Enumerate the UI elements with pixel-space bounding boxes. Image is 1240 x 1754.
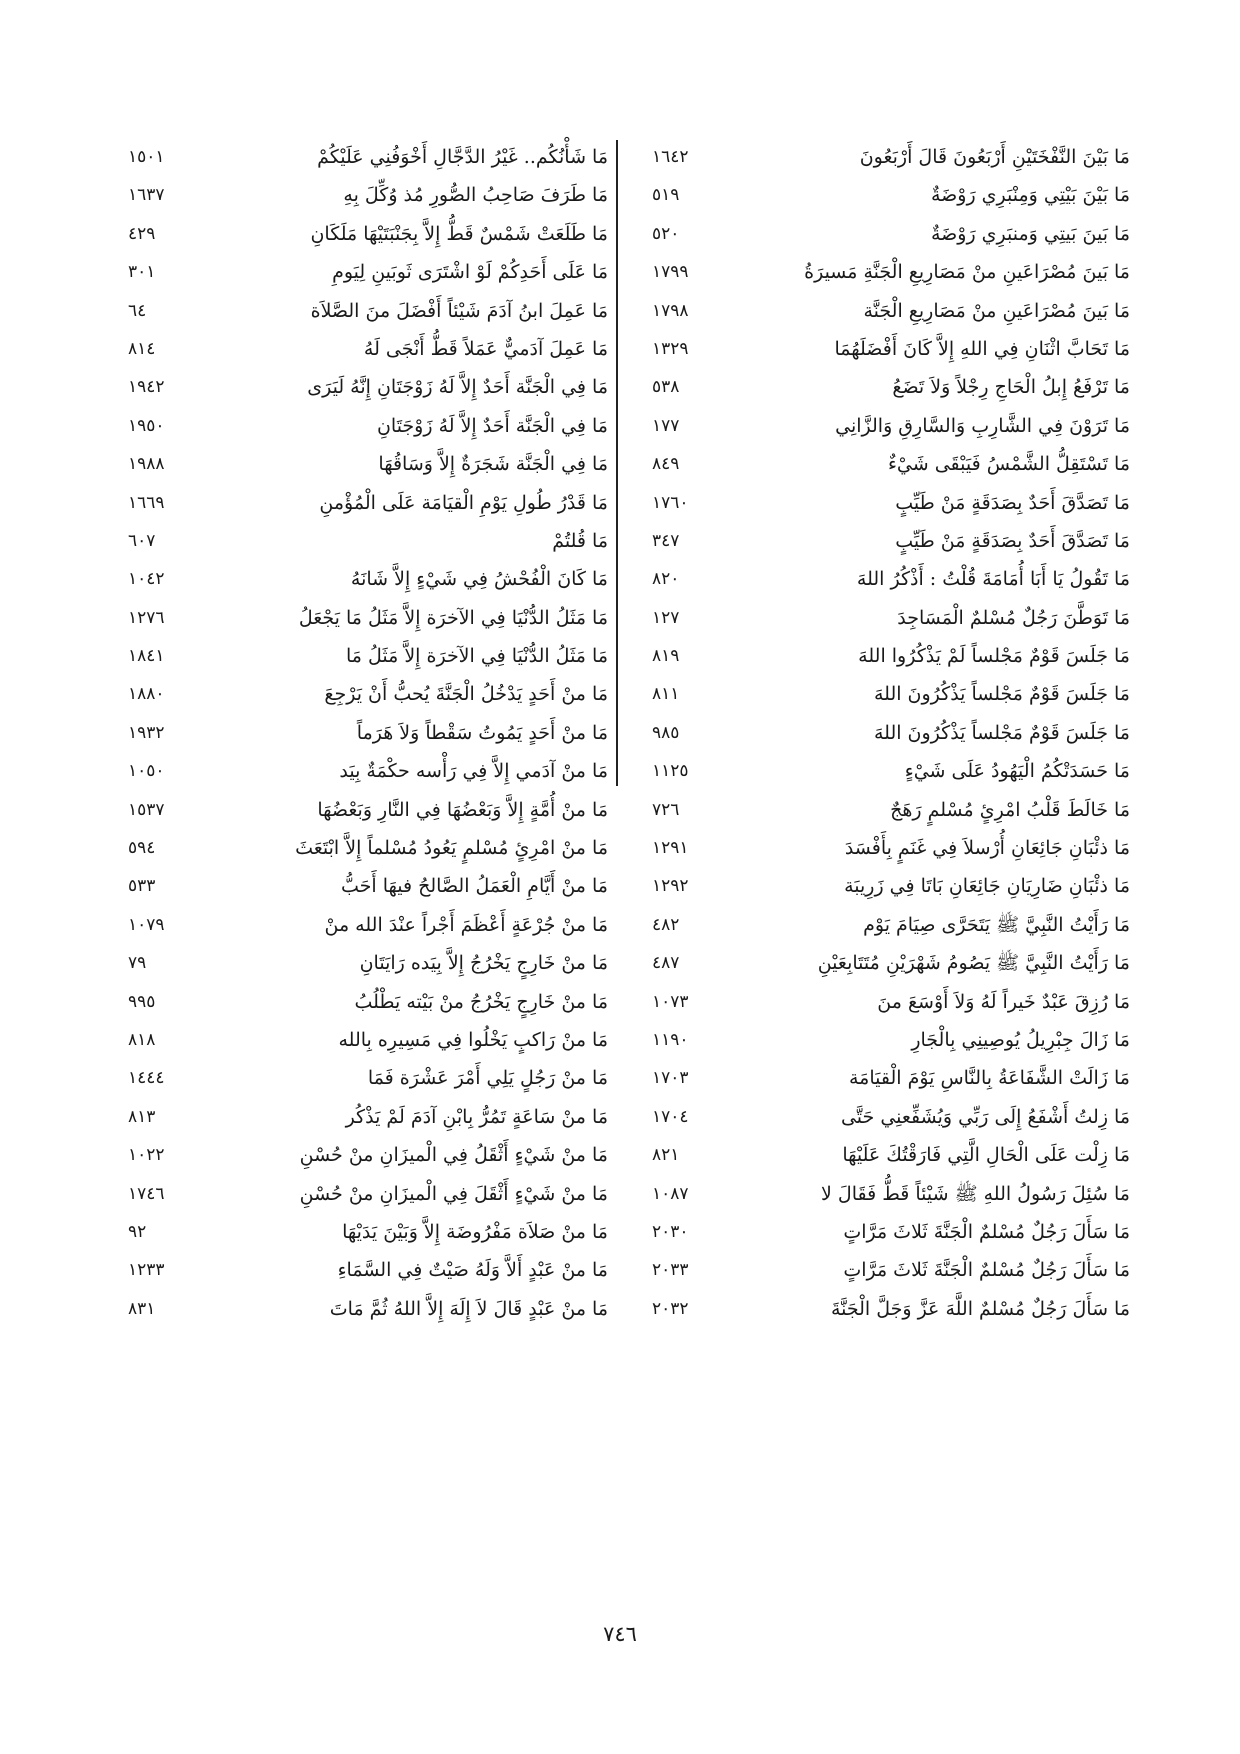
hadith-incipit: مَا طَرَفَ صَاحِبُ الصُّورِ مُذ وُكِّلَ بِهِ bbox=[343, 184, 608, 207]
hadith-number: ١٧٠٣ bbox=[652, 1068, 689, 1089]
hadith-number: ١٩٤٢ bbox=[128, 377, 165, 398]
hadith-number: ٤٨٧ bbox=[652, 953, 680, 974]
hadith-number: ٨٣١ bbox=[128, 1298, 156, 1319]
index-entry bbox=[128, 908, 608, 946]
index-entry bbox=[652, 985, 1130, 1023]
hadith-number: ٥٣٣ bbox=[128, 876, 156, 897]
hadith-number: ٦٤ bbox=[128, 300, 147, 321]
index-entry bbox=[652, 869, 1130, 907]
hadith-incipit: مَا رُزِقَ عَبْدٌ خَيراً لَهُ وَلاَ أَوْسَعَ منَ bbox=[877, 990, 1130, 1013]
index-entry bbox=[652, 1138, 1130, 1176]
index-entry bbox=[128, 946, 608, 984]
index-entry bbox=[652, 447, 1130, 485]
index-entry bbox=[128, 562, 608, 600]
hadith-number: ٥٩٤ bbox=[128, 838, 156, 859]
hadith-incipit: مَا منْ أَحَدٍ يَمُوتُ سَقْطاً وَلاَ هَرَماً bbox=[356, 721, 608, 744]
hadith-number: ٨١٣ bbox=[128, 1106, 156, 1127]
hadith-number: ٥٢٠ bbox=[652, 223, 680, 244]
hadith-incipit: مَا سَأَلَ رَجُلٌ مُسْلمٌ الْجَنَّةَ ثَلاثَ مَرَّاتٍ bbox=[843, 1220, 1130, 1243]
hadith-incipit: مَا منْ أَيَّامِ الْعَمَلُ الصَّالحُ فيهَا أَحَبُّ bbox=[340, 875, 608, 898]
hadith-incipit: مَا زَالَ جِبْرِيلُ يُوصِينِي بِالْجَارِ bbox=[911, 1028, 1130, 1051]
index-entry bbox=[128, 1138, 608, 1176]
hadith-incipit: مَا تَرَوْنَ فِي الشَّارِبِ وَالسَّارِقِ وَالزَّانِي bbox=[835, 414, 1130, 437]
index-entry bbox=[652, 255, 1130, 293]
hadith-number: ٨٢١ bbox=[652, 1145, 680, 1166]
hadith-incipit: مَا حَسَدَتْكُمُ الْيَهُودُ عَلَى شَيْءٍ bbox=[904, 760, 1130, 783]
index-entry bbox=[652, 1100, 1130, 1138]
index-entry bbox=[128, 1023, 608, 1061]
hadith-number: ١٢٩٢ bbox=[652, 876, 689, 897]
hadith-number: ١١٩٠ bbox=[652, 1029, 689, 1050]
index-entry bbox=[652, 178, 1130, 216]
index-entry bbox=[128, 332, 608, 370]
index-entry bbox=[652, 793, 1130, 831]
index-entry bbox=[652, 639, 1130, 677]
hadith-number: ٢٠٣٠ bbox=[652, 1221, 689, 1242]
hadith-number: ١٧٩٩ bbox=[652, 262, 689, 283]
index-entry bbox=[128, 1061, 608, 1099]
hadith-number: ١٢٧ bbox=[652, 607, 680, 628]
index-entry bbox=[128, 1100, 608, 1138]
index-entry bbox=[652, 409, 1130, 447]
index-entry bbox=[128, 1177, 608, 1215]
hadith-incipit: مَا بَيْنَ النَّفْخَتَيْنِ أَرْبَعُونَ قَالَ أَرْبَعُونَ bbox=[859, 146, 1130, 168]
hadith-incipit: مَا جَلَسَ قَوْمٌ مَجْلساً يَذْكُرُونَ اللهَ bbox=[873, 721, 1130, 744]
hadith-number: ١٦٣٧ bbox=[128, 185, 165, 206]
hadith-incipit: مَا منْ أَحَدٍ يَدْخُلُ الْجَنَّةَ يُحبُّ أَنْ يَرْجِعَ bbox=[324, 683, 608, 706]
hadith-incipit: مَا منْ رَجُلٍ يَلِي أَمْرَ عَشْرَة فَمَا bbox=[367, 1067, 608, 1090]
hadith-number: ١٠٥٠ bbox=[128, 761, 165, 782]
hadith-incipit: مَا جَلَسَ قَوْمٌ مَجْلساً يَذْكُرُونَ اللهَ bbox=[873, 683, 1130, 706]
left-index-column bbox=[128, 140, 608, 1330]
hadith-incipit: مَا منْ أُمَّةٍ إِلاَّ وَبَعْضُهَا فِي النَّارِ وَبَعْضُهَا bbox=[317, 798, 608, 821]
index-entry bbox=[652, 1292, 1130, 1330]
hadith-number: ١٧٩٨ bbox=[652, 300, 689, 321]
hadith-incipit: مَا تَرْفَعُ إِبلُ الْحَاجِ رِجْلاً وَلاَ تَضَعُ bbox=[892, 376, 1130, 399]
hadith-incipit: مَا زِلتُ أَشْفَعُ إِلَى رَبِّي وَيُشَفِّعنِي حَتَّى bbox=[840, 1105, 1130, 1128]
column-divider bbox=[616, 140, 618, 786]
hadith-incipit: مَا منْ خَارِجٍ يَخْرُجُ إِلاَّ بِيَده رَايَتَانِ bbox=[359, 952, 608, 975]
hadith-number: ١٨٤١ bbox=[128, 646, 165, 667]
hadith-number: ٥١٩ bbox=[652, 185, 680, 206]
hadith-incipit: مَا منْ خَارِجٍ يَخْرُجُ منْ بَيْته يَطْلُبُ bbox=[354, 990, 608, 1013]
hadith-number: ١٠٢٢ bbox=[128, 1145, 165, 1166]
hadith-incipit: مَا منْ عَبْدٍ أَلاَّ وَلَهُ صَيْتٌ فِي السَّمَاءِ bbox=[337, 1259, 608, 1282]
hadith-number: ١٩٨٨ bbox=[128, 454, 165, 475]
index-entry bbox=[128, 639, 608, 677]
hadith-incipit: مَا بَينَ مُصْرَاعَينِ منْ مَصَارِيعِ الْجَنَّة bbox=[863, 299, 1130, 322]
hadith-number: ٧٩ bbox=[128, 953, 147, 974]
hadith-number: ٨١١ bbox=[652, 684, 680, 705]
hadith-incipit: مَا منْ عَبْدٍ قَالَ لاَ إِلَهَ إِلاَّ اللهُ ثُمَّ مَاتَ bbox=[329, 1297, 608, 1320]
hadith-incipit: مَا منْ شَيْءٍ أَثْقَلُ فِي الْميزَانِ منْ حُسْنِ bbox=[299, 1144, 608, 1167]
index-entry bbox=[652, 1253, 1130, 1291]
index-entry bbox=[128, 985, 608, 1023]
hadith-incipit: مَا بَينَ مُصْرَاعَينِ منْ مَصَارِيعِ الْجَنَّةِ مَسيرَةُ bbox=[804, 261, 1130, 284]
index-entry bbox=[128, 1215, 608, 1253]
hadith-incipit: مَا تَسْتَقِلُّ الشَّمْسُ فَيَبْقَى شَيْءٌ bbox=[887, 453, 1130, 476]
hadith-incipit: مَا تَصَدَّقَ أَحَدٌ بِصَدَقَةٍ مَنْ طَيِّبٍ bbox=[895, 529, 1130, 552]
index-entry bbox=[652, 908, 1130, 946]
hadith-number: ١٠٤٢ bbox=[128, 569, 165, 590]
hadith-number: ١٠٧٣ bbox=[652, 991, 689, 1012]
index-entry bbox=[652, 601, 1130, 639]
index-entry bbox=[128, 409, 608, 447]
index-entry bbox=[652, 1023, 1130, 1061]
hadith-number: ٨١٨ bbox=[128, 1029, 156, 1050]
hadith-incipit: مَا فِي الْجَنَّة أَحَدٌ إِلاَّ لَهُ زَوْجَتَانِ إِنَّهُ لَيَرَى bbox=[307, 376, 608, 399]
hadith-incipit: مَا بَيْنَ بَيْتِي وَمِنْبَرِي رَوْضَةٌ bbox=[930, 184, 1130, 207]
hadith-number: ١٥٠١ bbox=[128, 147, 165, 167]
hadith-number: ٨١٩ bbox=[652, 646, 680, 667]
hadith-incipit: مَا تَقُولُ يَا أَبَا أُمَامَةَ قُلْتُ : أَذْكُرُ اللهَ bbox=[856, 568, 1130, 591]
hadith-incipit: مَا سَأَلَ رَجُلٌ مُسْلمٌ الْجَنَّةَ ثَلاثَ مَرَّاتٍ bbox=[843, 1259, 1130, 1282]
index-entry bbox=[652, 486, 1130, 524]
hadith-number: ١٥٣٧ bbox=[128, 799, 165, 820]
hadith-incipit: مَا ذئْبَانِ جَائِعَانِ أُرْسلاَ فِي غَنَمٍ بِأَفْسَدَ bbox=[844, 837, 1130, 860]
hadith-incipit: مَا منْ جُرْعَةٍ أَعْظَمَ أَجْراً عنْدَ الله منْ bbox=[324, 913, 608, 936]
hadith-number: ٣٤٧ bbox=[652, 530, 680, 551]
index-entry bbox=[128, 447, 608, 485]
hadith-number: ١٩٣٢ bbox=[128, 722, 165, 743]
hadith-number: ١٤٤٤ bbox=[128, 1068, 165, 1089]
hadith-incipit: مَا رَأَيْتُ النَّبِيَّ ﷺ يَتَحَرَّى صِيَامَ يَوْم bbox=[863, 913, 1130, 936]
hadith-incipit: مَا فِي الْجَنَّة شَجَرَةٌ إِلاَّ وَسَاقُهَا bbox=[378, 453, 608, 476]
hadith-incipit: مَا طَلَعَتْ شَمْسٌ قَطُّ إِلاَّ بِجَنْبَتَيْهَا مَلَكَانِ bbox=[310, 222, 608, 245]
hadith-incipit: مَا زَالَتْ الشَّفَاعَةُ بِالنَّاسِ يَوْمَ الْقيَامَة bbox=[848, 1067, 1130, 1090]
hadith-number: ١٢٧٦ bbox=[128, 607, 165, 628]
hadith-incipit: مَا خَالَطَ قَلْبُ امْرِئٍ مُسْلمٍ رَهَجٌ bbox=[890, 798, 1130, 821]
index-entry bbox=[128, 140, 608, 178]
index-entry bbox=[128, 524, 608, 562]
index-entry bbox=[652, 946, 1130, 984]
hadith-number: ٧٢٦ bbox=[652, 799, 680, 820]
hadith-incipit: مَا منْ سَاعَةٍ تَمُرُّ بِابْنِ آدَمَ لَمْ يَذْكُر bbox=[345, 1105, 608, 1128]
index-entry bbox=[128, 869, 608, 907]
hadith-incipit: مَا منْ صَلاَة مَفْرُوضَة إِلاَّ وَبَيْنَ يَدَيْهَا bbox=[342, 1220, 608, 1243]
hadith-incipit: مَا منْ امْرِئٍ مُسْلمٍ يَعُودُ مُسْلماً إِلاَّ ابْتَعَثَ bbox=[295, 837, 608, 860]
hadith-incipit: مَا قُلتُمْ bbox=[552, 529, 608, 552]
index-entry bbox=[128, 178, 608, 216]
hadith-number: ١٠٧٩ bbox=[128, 914, 165, 935]
index-entry bbox=[652, 831, 1130, 869]
index-entry bbox=[652, 562, 1130, 600]
index-entry bbox=[128, 716, 608, 754]
hadith-number: ١٦٤٢ bbox=[652, 147, 689, 167]
hadith-number: ٦٠٧ bbox=[128, 530, 156, 551]
index-entry bbox=[128, 294, 608, 332]
hadith-number: ٤٨٢ bbox=[652, 914, 680, 935]
hadith-number: ٨١٤ bbox=[128, 338, 156, 359]
hadith-incipit: مَا ذئْبَانِ ضَارِيَانِ جَائِعَانِ بَاتَا فِي زَرِيبَة bbox=[844, 875, 1130, 898]
index-entry bbox=[652, 332, 1130, 370]
hadith-number: ١٨٨٠ bbox=[128, 684, 165, 705]
hadith-number: ٢٠٣٢ bbox=[652, 1298, 689, 1319]
hadith-incipit: مَا تَحَابَّ اثْنَانِ فِي اللهِ إِلاَّ كَانَ أَفْضَلَهُمَا bbox=[834, 337, 1130, 360]
index-entry bbox=[652, 524, 1130, 562]
hadith-incipit: مَا عَلَى أَحَدِكُمْ لَوْ اشْتَرَى ثَوبَينِ لِيَومِ bbox=[332, 261, 608, 284]
hadith-number: ١٧٦٠ bbox=[652, 492, 689, 513]
hadith-incipit: مَا جَلَسَ قَوْمٌ مَجْلساً لَمْ يَذْكُرُوا اللهَ bbox=[858, 645, 1130, 668]
hadith-incipit: مَا مَثَلُ الدُّنْيَا فِي الآخرَة إِلاَّ مَثَلُ مَا bbox=[346, 645, 608, 668]
hadith-number: ٤٢٩ bbox=[128, 223, 156, 244]
index-entry bbox=[128, 793, 608, 831]
hadith-incipit: مَا قَدْرُ طُولِ يَوْمِ الْقيَامَة عَلَى الْمُؤْمنِ bbox=[319, 491, 608, 514]
index-entry bbox=[652, 1215, 1130, 1253]
hadith-number: ١٢٩١ bbox=[652, 838, 689, 859]
hadith-incipit: مَا منْ شَيْءٍ أَثْقَلَ فِي الْميزَانِ منْ حُسْنِ bbox=[299, 1182, 608, 1205]
hadith-number: ١٢٣٣ bbox=[128, 1260, 165, 1281]
hadith-incipit: مَا رَأَيْتُ النَّبِيَّ ﷺ يَصُومُ شَهْرَيْنِ مُتَتَابِعَيْنِ bbox=[817, 952, 1130, 975]
index-entry bbox=[652, 716, 1130, 754]
hadith-number: ٩٨٥ bbox=[652, 722, 680, 743]
hadith-incipit: مَا سَأَلَ رَجُلٌ مُسْلمٌ اللَّهَ عَزَّ وَجَلَّ الْجَنَّةَ bbox=[830, 1297, 1130, 1320]
hadith-number: ٩٩٥ bbox=[128, 991, 156, 1012]
hadith-number: ١٠٨٧ bbox=[652, 1183, 689, 1204]
hadith-incipit: مَا زِلْت عَلَى الْحَالِ الَّتِي فَارَقْتُكَ عَلَيْهَا bbox=[842, 1144, 1130, 1167]
hadith-number: ١٦٦٩ bbox=[128, 492, 165, 513]
hadith-incipit: مَا بَينَ بَيتِي وَمنبَرِي رَوْضَةٌ bbox=[930, 222, 1130, 245]
index-entry bbox=[128, 1253, 608, 1291]
index-entry bbox=[652, 140, 1130, 178]
hadith-incipit: مَا كَانَ الْفُحْشُ فِي شَيْءٍ إِلاَّ شَانَهُ bbox=[350, 568, 608, 591]
hadith-number: ٨٤٩ bbox=[652, 454, 680, 475]
hadith-number: ١٧٧ bbox=[652, 415, 680, 436]
hadith-number: ٣٠١ bbox=[128, 262, 156, 283]
hadith-number: ١٩٥٠ bbox=[128, 415, 165, 436]
index-entry bbox=[128, 486, 608, 524]
right-index-column bbox=[652, 140, 1130, 1330]
hadith-incipit: مَا تَوَطَّنَ رَجُلٌ مُسْلمٌ الْمَسَاجِدَ bbox=[897, 606, 1130, 629]
index-entry bbox=[652, 370, 1130, 408]
index-entry bbox=[652, 677, 1130, 715]
index-entry bbox=[652, 1061, 1130, 1099]
hadith-incipit: مَا مَثَلُ الدُّنْيَا فِي الآخرَة إِلاَّ مَثَلُ مَا يَجْعَلُ bbox=[298, 606, 608, 629]
index-entry bbox=[652, 754, 1130, 792]
hadith-number: ٥٣٨ bbox=[652, 377, 680, 398]
hadith-incipit: مَا سُئِلَ رَسُولُ اللهِ ﷺ شَيْئاً قَطُّ فَقَالَ لا bbox=[821, 1182, 1130, 1205]
index-entry bbox=[128, 754, 608, 792]
index-entry bbox=[652, 294, 1130, 332]
hadith-incipit: مَا فِي الْجَنَّة أَحَدٌ إِلاَّ لَهُ زَوْجَتَانِ bbox=[376, 414, 608, 437]
index-entry bbox=[128, 601, 608, 639]
index-entry bbox=[652, 217, 1130, 255]
hadith-incipit: مَا تَصَدَّقَ أَحَدٌ بِصَدَقَةٍ مَنْ طَيِّبٍ bbox=[895, 491, 1130, 514]
hadith-incipit: مَا عَمِلَ ابنُ آدَمَ شَيْئاً أَفْضَلَ منَ الصَّلاَة bbox=[310, 299, 608, 322]
hadith-number: ٩٢ bbox=[128, 1221, 147, 1242]
index-entry bbox=[128, 677, 608, 715]
page-number: ٧٤٦ bbox=[603, 1622, 637, 1646]
hadith-incipit: مَا منْ آدَمي إِلاَّ فِي رَأْسه حكْمَةٌ بِيَد bbox=[339, 760, 608, 783]
hadith-number: ١٧٤٦ bbox=[128, 1183, 165, 1204]
hadith-incipit: مَا شَأْنُكُم.. غَيْرُ الدَّجَّالِ أَخْوَفُنِي عَلَيْكُمْ bbox=[317, 146, 608, 168]
index-entry bbox=[128, 255, 608, 293]
hadith-number: ٨٢٠ bbox=[652, 569, 680, 590]
index-entry bbox=[128, 1292, 608, 1330]
hadith-number: ١٣٢٩ bbox=[652, 338, 689, 359]
hadith-number: ١٧٠٤ bbox=[652, 1106, 689, 1127]
hadith-number: ٢٠٣٣ bbox=[652, 1260, 689, 1281]
index-entry bbox=[128, 370, 608, 408]
index-entry bbox=[128, 831, 608, 869]
hadith-number: ١١٢٥ bbox=[652, 761, 689, 782]
index-entry bbox=[652, 1177, 1130, 1215]
hadith-incipit: مَا منْ رَاكبٍ يَخْلُوا فِي مَسِيرِه بِالله bbox=[338, 1028, 608, 1051]
index-entry bbox=[128, 217, 608, 255]
hadith-incipit: مَا عَمِلَ آدَميٌّ عَمَلاً قَطُّ أَنْجَى لَهُ bbox=[363, 337, 608, 360]
